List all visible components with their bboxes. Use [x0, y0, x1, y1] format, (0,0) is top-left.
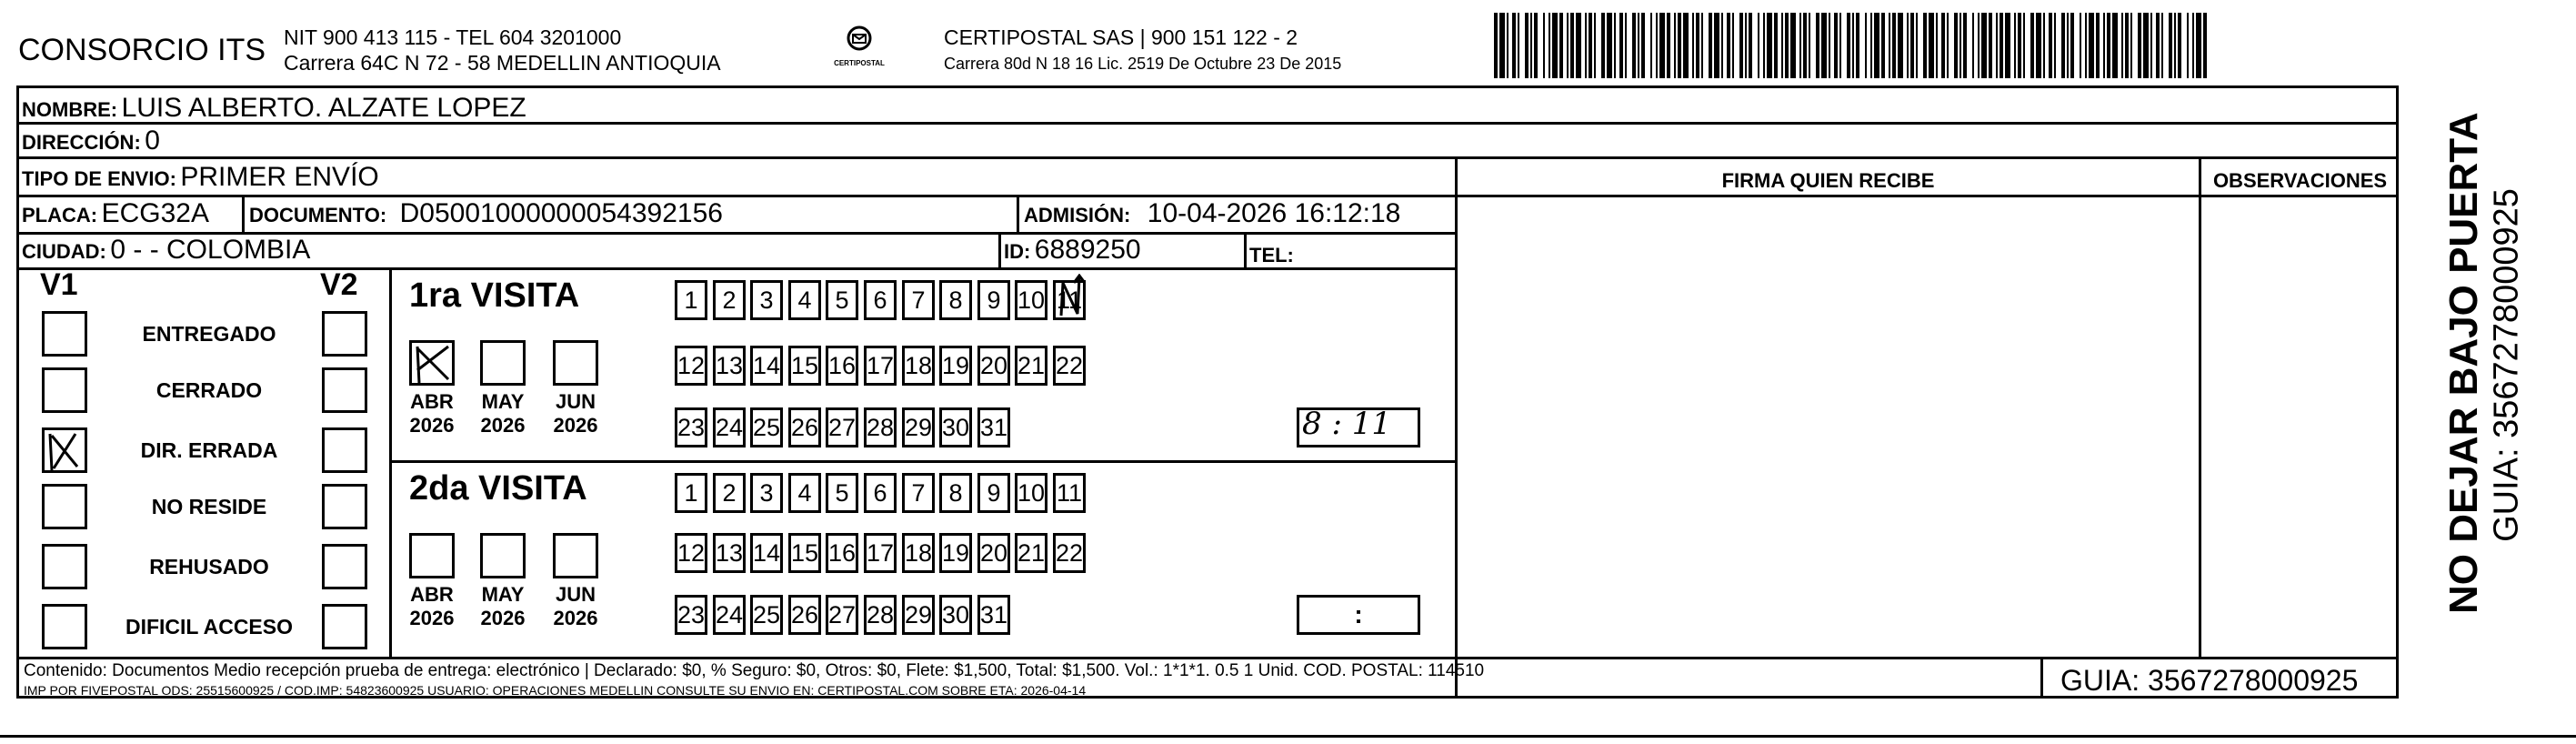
second-visit-day-17[interactable] [864, 533, 897, 573]
handwritten-mark-icon [1054, 274, 1090, 319]
day-number: 5 [835, 286, 849, 314]
day-number: 22 [1055, 538, 1084, 567]
first-visit-day-28[interactable] [864, 407, 897, 447]
second-visit-day-23[interactable] [675, 595, 707, 635]
second-visit-month-name: MAY [481, 583, 525, 606]
second-visit-day-19[interactable] [939, 533, 972, 573]
day-number: 29 [904, 413, 933, 441]
day-number: 23 [677, 600, 706, 628]
admision-value: 10-04-2026 16:12:18 [1147, 198, 1401, 228]
second-visit-day-26[interactable] [788, 595, 821, 635]
day-number: 3 [759, 286, 774, 314]
nombre-value: LUIS ALBERTO. ALZATE LOPEZ [121, 93, 526, 123]
second-visit-day-1[interactable] [675, 473, 707, 513]
second-visit-day-22[interactable] [1053, 533, 1086, 573]
day-number: 7 [911, 478, 926, 507]
second-visit-day-2[interactable] [713, 473, 746, 513]
second-visit-day-7[interactable] [902, 473, 935, 513]
day-number: 26 [790, 600, 819, 628]
day-number: 18 [904, 538, 933, 567]
first-visit-day-25[interactable] [750, 407, 783, 447]
first-visit-day-11[interactable] [1053, 280, 1086, 320]
day-number: 25 [752, 413, 781, 441]
day-number: 15 [790, 538, 819, 567]
day-number: 16 [827, 538, 857, 567]
day-number: 17 [866, 351, 895, 379]
second-visit-time: : [1354, 600, 1363, 628]
second-visit-month-checkbox-3[interactable] [553, 533, 598, 578]
v1-checkbox-6[interactable] [42, 604, 87, 649]
day-number: 24 [715, 413, 744, 441]
first-visit-day-26[interactable] [788, 407, 821, 447]
second-visit-time-box[interactable] [1297, 595, 1420, 635]
day-number: 2 [722, 286, 737, 314]
second-visit-day-11[interactable] [1053, 473, 1086, 513]
second-visit-day-31[interactable] [977, 595, 1010, 635]
footer-guia: GUIA: 3567278000925 [2060, 664, 2359, 697]
first-visit-day-13[interactable] [713, 346, 746, 386]
documento-field: DOCUMENTO: D05001000000054392156 [249, 198, 723, 228]
placa-field: PLACA: ECG32A [22, 198, 209, 228]
second-visit-month-year: 2026 [480, 607, 526, 629]
day-number: 4 [797, 478, 812, 507]
day-number: 10 [1017, 286, 1046, 314]
v1-checkbox-1[interactable] [42, 311, 87, 357]
day-number: 11 [1056, 286, 1083, 314]
first-visit-day-18[interactable] [902, 346, 935, 386]
day-number: 13 [715, 351, 744, 379]
second-visit-day-24[interactable] [713, 595, 746, 635]
day-number: 16 [827, 351, 857, 379]
day-number: 20 [979, 351, 1008, 379]
v2-checkbox-1[interactable] [322, 311, 367, 357]
day-number: 21 [1017, 351, 1046, 379]
footer-line1: Contenido: Documentos Medio recepción prueba de entrega: electrónico | Declarado: $0, % Seguro: $0, Otros: $0, Flete: $1,500, Total: $1,500. Vol.: 1*1*1. 0.5 1 Unid. COD. POSTAL: 114510 [24, 661, 1485, 680]
first-visit-day-15[interactable] [788, 346, 821, 386]
first-visit-month-name: ABR [410, 390, 454, 413]
day-number: 28 [866, 413, 895, 441]
day-number: 17 [866, 538, 895, 567]
second-visit-day-21[interactable] [1015, 533, 1047, 573]
day-number: 28 [866, 600, 895, 628]
first-visit-day-2[interactable] [713, 280, 746, 320]
day-number: 20 [979, 538, 1008, 567]
direccion-value: 0 [145, 126, 160, 156]
first-visit-day-14[interactable] [750, 346, 783, 386]
signature-area[interactable] [1458, 197, 2199, 659]
second-visit-day-29[interactable] [902, 595, 935, 635]
carrier-name: CERTIPOSTAL SAS | 900 151 122 - 2 [944, 25, 1298, 49]
first-visit-month-checkbox-3[interactable] [553, 340, 598, 386]
ciudad-value: 0 - - COLOMBIA [110, 235, 311, 265]
day-number: 31 [979, 600, 1008, 628]
day-number: 4 [797, 286, 812, 314]
tipo-envio-value: PRIMER ENVÍO [180, 162, 379, 192]
status-label: NO RESIDE [151, 495, 267, 518]
v1-checkbox-4[interactable] [42, 484, 87, 529]
second-visit-month-name: JUN [555, 583, 596, 606]
v2-checkbox-4[interactable] [322, 484, 367, 529]
first-visit-day-6[interactable] [864, 280, 897, 320]
day-number: 14 [752, 538, 781, 567]
day-number: 12 [677, 538, 706, 567]
firma-label: FIRMA QUIEN RECIBE [1721, 169, 1935, 192]
second-visit-month-checkbox-2[interactable] [480, 533, 526, 578]
first-visit-month-checkbox-1[interactable] [409, 340, 455, 386]
v2-checkbox-6[interactable] [322, 604, 367, 649]
day-number: 30 [941, 413, 970, 441]
day-number: 12 [677, 351, 706, 379]
v1-label: V1 [40, 267, 78, 302]
first-visit-day-24[interactable] [713, 407, 746, 447]
second-visit-month-checkbox-1[interactable] [409, 533, 455, 578]
day-number: 9 [987, 478, 1001, 507]
second-visit-day-10[interactable] [1015, 473, 1047, 513]
day-number: 30 [941, 600, 970, 628]
logo-icon [841, 25, 877, 55]
day-number: 26 [790, 413, 819, 441]
first-visit-day-5[interactable] [826, 280, 858, 320]
admision-field: ADMISIÓN: 10-04-2026 16:12:18 [1024, 198, 1401, 228]
day-number: 11 [1056, 478, 1083, 507]
second-visit-day-14[interactable] [750, 533, 783, 573]
second-visit-day-16[interactable] [826, 533, 858, 573]
logo-text: CERTIPOSTAL [834, 59, 885, 67]
day-number: 9 [987, 286, 1001, 314]
first-visit-day-8[interactable] [939, 280, 972, 320]
status-label: DIR. ERRADA [140, 438, 278, 462]
day-number: 14 [752, 351, 781, 379]
first-visit-day-21[interactable] [1015, 346, 1047, 386]
day-number: 1 [684, 478, 698, 507]
day-number: 10 [1017, 478, 1046, 507]
id-value: 6889250 [1034, 235, 1141, 265]
day-number: 2 [722, 478, 737, 507]
company-name: CONSORCIO ITS [18, 33, 266, 67]
second-visit-day-25[interactable] [750, 595, 783, 635]
first-visit-month-year: 2026 [553, 414, 598, 437]
second-visit-day-15[interactable] [788, 533, 821, 573]
first-visit-time-handwritten: 8 : 11 [1302, 406, 1391, 442]
first-visit-title: 1ra VISITA [409, 276, 580, 315]
second-visit-day-6[interactable] [864, 473, 897, 513]
second-visit-day-30[interactable] [939, 595, 972, 635]
placa-value: ECG32A [101, 198, 209, 228]
check-mark-icon [412, 343, 452, 383]
first-visit-day-31[interactable] [977, 407, 1010, 447]
second-visit-day-28[interactable] [864, 595, 897, 635]
second-visit-month-name: ABR [410, 583, 454, 606]
first-visit-day-19[interactable] [939, 346, 972, 386]
second-visit-day-27[interactable] [826, 595, 858, 635]
day-number: 7 [911, 286, 926, 314]
company-nit: NIT 900 413 115 - TEL 604 3201000 [284, 25, 622, 49]
second-visit-day-20[interactable] [977, 533, 1010, 573]
day-number: 1 [684, 286, 698, 314]
second-visit-day-18[interactable] [902, 533, 935, 573]
day-number: 21 [1017, 538, 1046, 567]
second-visit-day-8[interactable] [939, 473, 972, 513]
first-visit-day-1[interactable] [675, 280, 707, 320]
status-label: DIFICIL ACCESO [125, 615, 293, 638]
day-number: 19 [941, 351, 970, 379]
day-number: 13 [715, 538, 744, 567]
second-visit-day-9[interactable] [977, 473, 1010, 513]
day-number: 27 [827, 413, 857, 441]
status-label: ENTREGADO [142, 322, 276, 346]
first-visit-day-30[interactable] [939, 407, 972, 447]
footer-line2: IMP POR FIVEPOSTAL ODS: 25515600925 / COD.IMP: 54823600925 USUARIO: OPERACIONES MEDELLIN CONSULTE SU ENVIO EN: CERTIPOSTAL.COM SOBRE ETA: 2026-04-14 [24, 683, 1087, 698]
first-visit-day-12[interactable] [675, 346, 707, 386]
certipostal-logo [832, 25, 887, 71]
day-number: 23 [677, 413, 706, 441]
day-number: 19 [941, 538, 970, 567]
second-visit-day-3[interactable] [750, 473, 783, 513]
first-visit-day-7[interactable] [902, 280, 935, 320]
first-visit-month-name: JUN [555, 390, 596, 413]
first-visit-day-4[interactable] [788, 280, 821, 320]
day-number: 29 [904, 600, 933, 628]
day-number: 6 [873, 286, 887, 314]
day-number: 6 [873, 478, 887, 507]
side-warning [2396, 112, 2528, 628]
second-visit-day-12[interactable] [675, 533, 707, 573]
v1-checkbox-3[interactable] [42, 427, 87, 473]
second-visit-month-year: 2026 [409, 607, 455, 629]
second-visit-day-5[interactable] [826, 473, 858, 513]
company-address: Carrera 64C N 72 - 58 MEDELLIN ANTIOQUIA [284, 51, 721, 75]
documento-value: D05001000000054392156 [399, 198, 723, 228]
observaciones-area[interactable] [2201, 197, 2399, 659]
carrier-address: Carrera 80d N 18 16 Lic. 2519 De Octubre 23 De 2015 [944, 55, 1342, 73]
first-visit-day-20[interactable] [977, 346, 1010, 386]
day-number: 8 [948, 478, 963, 507]
second-visit-month-year: 2026 [553, 607, 598, 629]
first-visit-day-16[interactable] [826, 346, 858, 386]
first-visit-month-name: MAY [481, 390, 525, 413]
first-visit-day-17[interactable] [864, 346, 897, 386]
observaciones-label: OBSERVACIONES [2212, 169, 2388, 192]
no-dejar-bajo-puerta: NO DEJAR BAJO PUERTA [2441, 112, 2486, 614]
v2-checkbox-3[interactable] [322, 427, 367, 473]
first-visit-day-22[interactable] [1053, 346, 1086, 386]
direccion-field: DIRECCIÓN: 0 [22, 126, 160, 156]
day-number: 18 [904, 351, 933, 379]
day-number: 5 [835, 478, 849, 507]
v1-checkbox-2[interactable] [42, 367, 87, 413]
barcode [1494, 13, 2208, 78]
first-visit-month-year: 2026 [480, 414, 526, 437]
first-visit-month-checkbox-2[interactable] [480, 340, 526, 386]
v2-checkbox-2[interactable] [322, 367, 367, 413]
first-visit-month-year: 2026 [409, 414, 455, 437]
day-number: 27 [827, 600, 857, 628]
v2-label: V2 [320, 267, 358, 302]
first-visit-day-23[interactable] [675, 407, 707, 447]
day-number: 15 [790, 351, 819, 379]
check-mark-icon [45, 430, 85, 470]
second-visit-day-4[interactable] [788, 473, 821, 513]
second-visit-day-13[interactable] [713, 533, 746, 573]
day-number: 8 [948, 286, 963, 314]
second-visit-title: 2da VISITA [409, 469, 587, 508]
day-number: 3 [759, 478, 774, 507]
day-number: 31 [979, 413, 1008, 441]
day-number: 22 [1055, 351, 1084, 379]
nombre-label: NOMBRE: LUIS ALBERTO. ALZATE LOPEZ [22, 93, 526, 123]
v1-checkbox-5[interactable] [42, 544, 87, 589]
status-label: REHUSADO [149, 555, 269, 578]
first-visit-day-9[interactable] [977, 280, 1010, 320]
tipo-envio-field: TIPO DE ENVIO: PRIMER ENVÍO [22, 162, 379, 192]
status-label: CERRADO [155, 378, 263, 402]
first-visit-day-10[interactable] [1015, 280, 1047, 320]
tel-field: TEL: [1249, 244, 1294, 266]
id-field: ID: 6889250 [1004, 235, 1141, 265]
day-number: 25 [752, 600, 781, 628]
first-visit-day-29[interactable] [902, 407, 935, 447]
first-visit-day-3[interactable] [750, 280, 783, 320]
first-visit-day-27[interactable] [826, 407, 858, 447]
v2-checkbox-5[interactable] [322, 544, 367, 589]
day-number: 24 [715, 600, 744, 628]
side-guia: GUIA: 3567278000925 [2487, 188, 2526, 542]
ciudad-field: CIUDAD: 0 - - COLOMBIA [22, 235, 311, 265]
